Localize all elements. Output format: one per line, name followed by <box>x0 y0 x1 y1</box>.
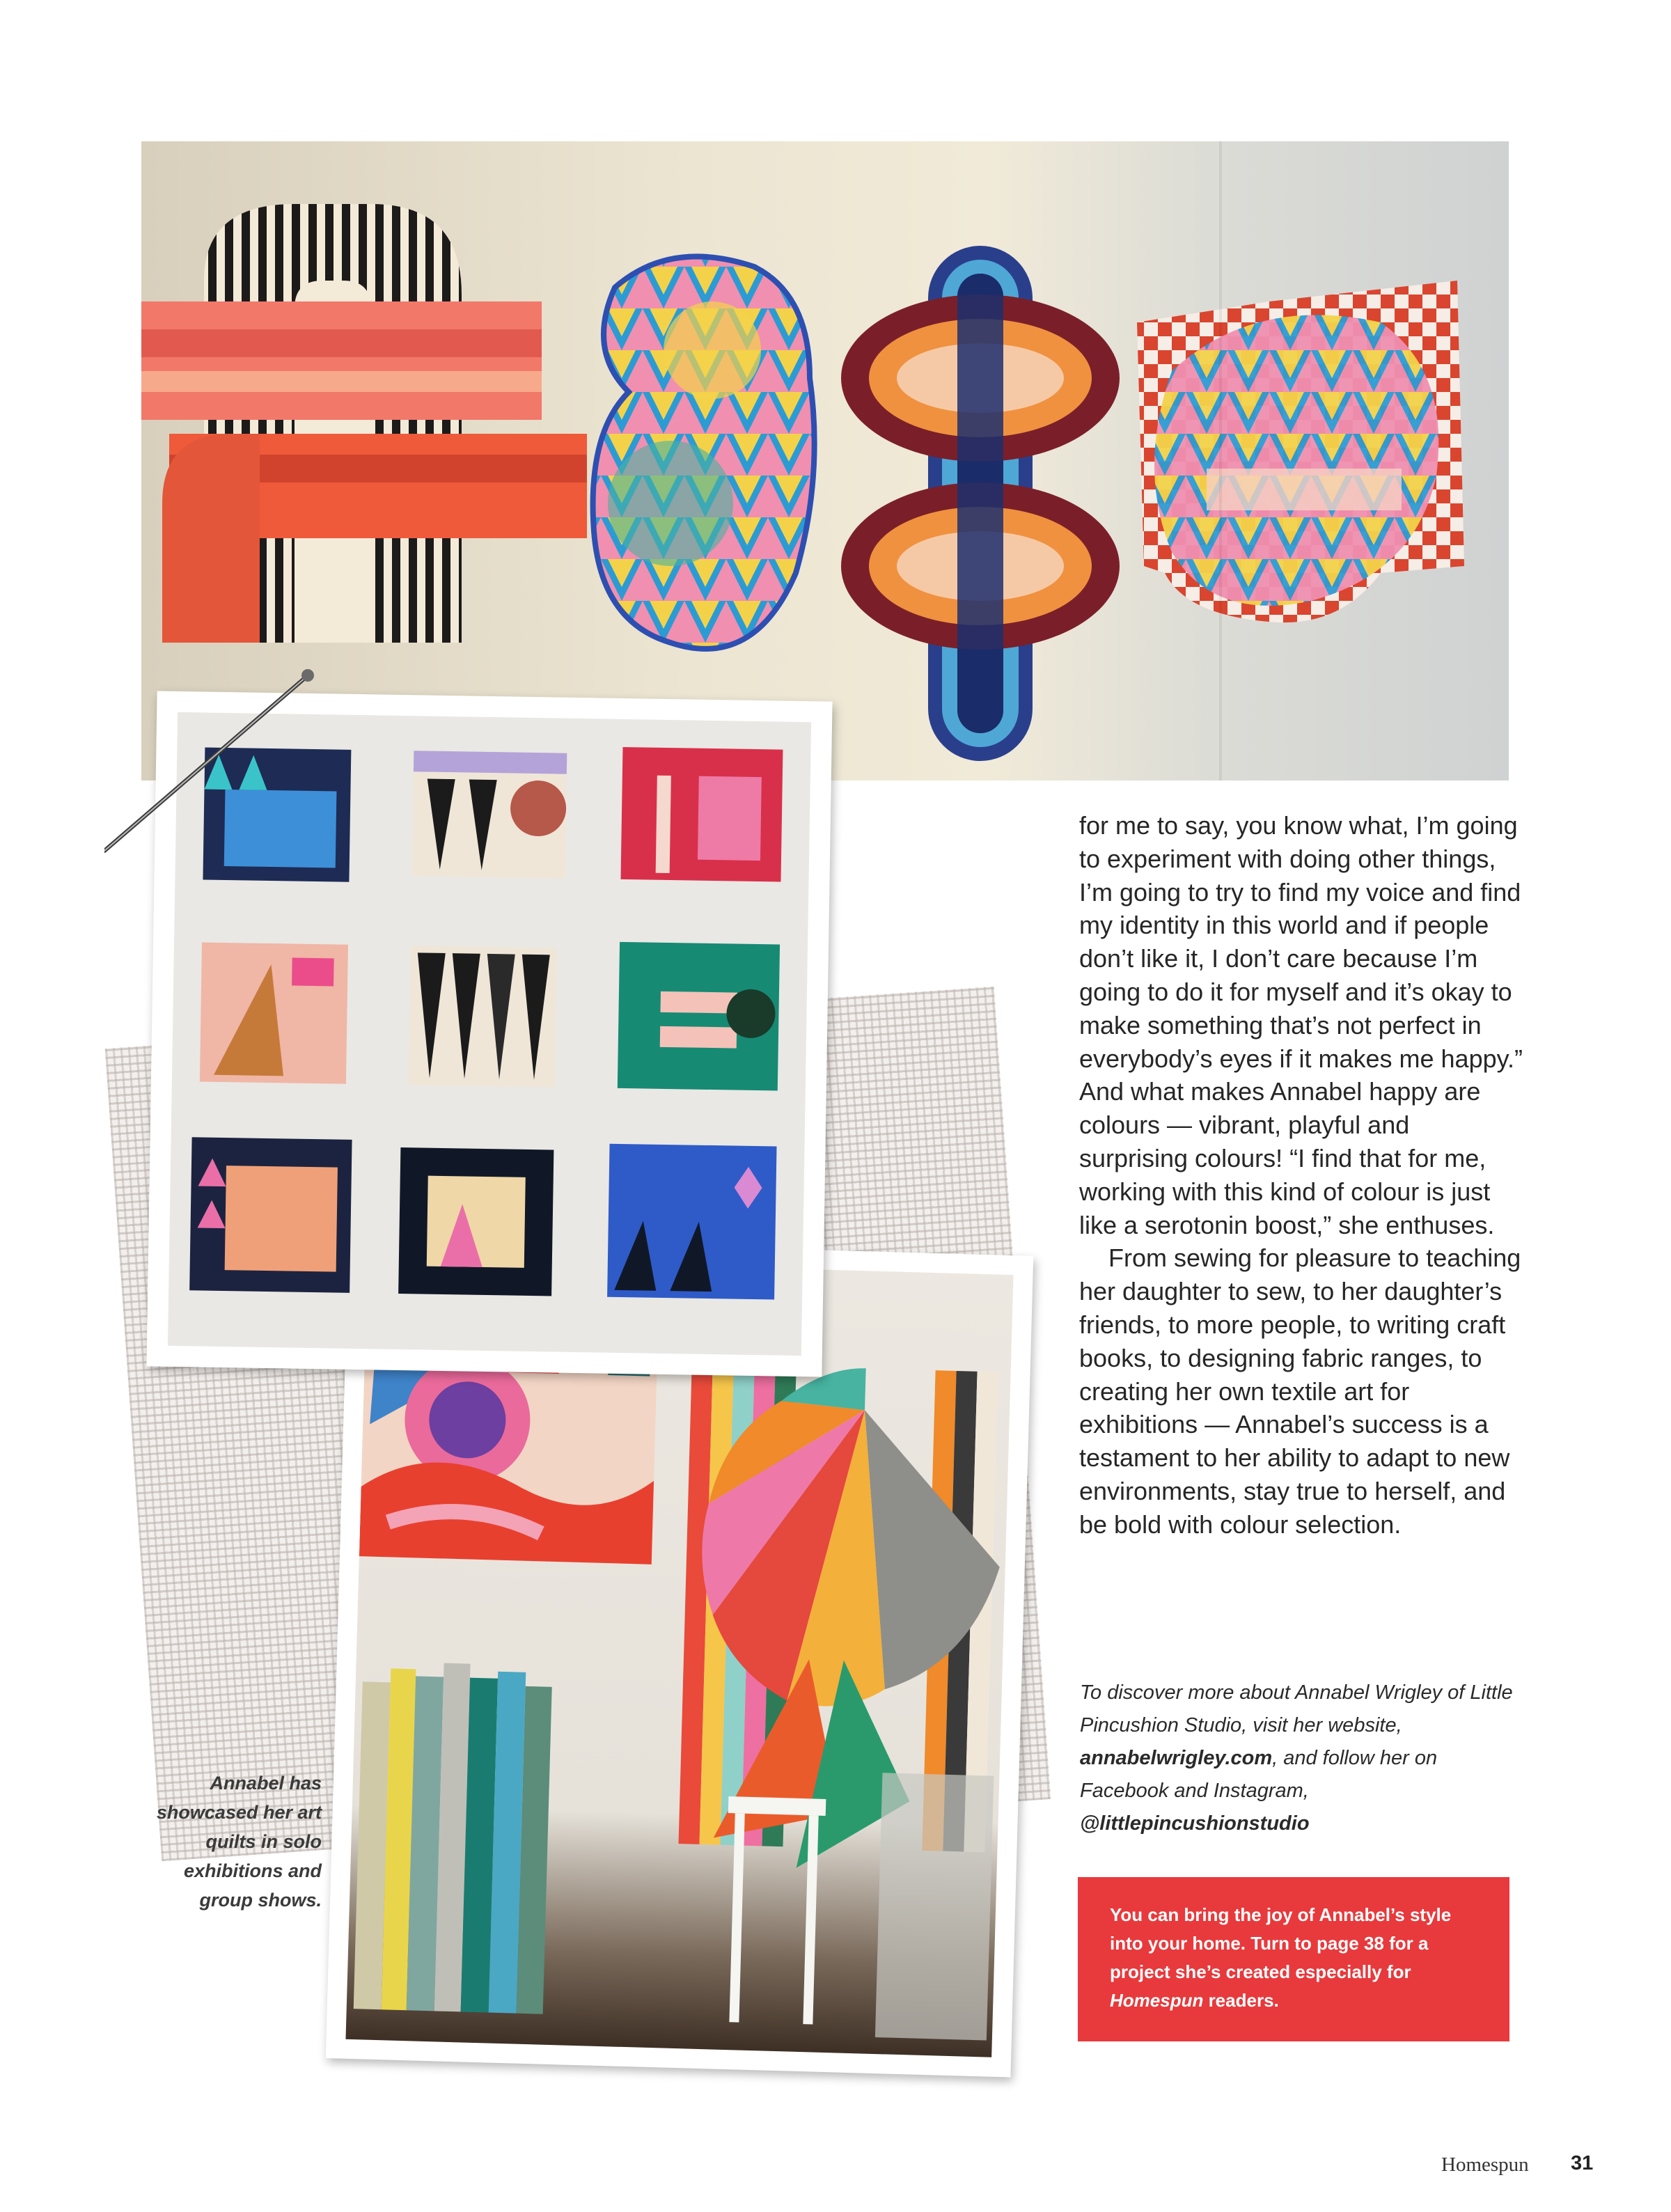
pin-icon <box>104 668 327 863</box>
discover-middle: , and follow her on Facebook and Instagram, <box>1080 1747 1438 1802</box>
studio-illustration <box>345 1257 1013 2057</box>
website-link[interactable]: annabelwrigley.com <box>1080 1747 1273 1769</box>
promo-text-end: readers. <box>1203 1990 1279 2011</box>
quilt-arches <box>141 204 587 643</box>
wall-corner <box>1219 141 1222 781</box>
discover-intro: To discover more about Annabel Wrigley of Little Pincushion Studio, visit her website, <box>1080 1681 1513 1736</box>
mini-quilt-6 <box>618 942 780 1091</box>
mini-quilt-2 <box>412 751 567 878</box>
promo-text: You can bring the joy of Annabel’s style into your home. Turn to page 38 for a project she’s created especially for <box>1110 1904 1452 1982</box>
discover-more-note <box>1080 1677 1525 1840</box>
quilt-checkered <box>1137 281 1464 622</box>
promo-magazine: Homespun <box>1110 1990 1204 2011</box>
fabric-bolts <box>354 1661 553 2014</box>
gallery-quilts-illustration <box>141 141 1509 781</box>
mini-quilt-3 <box>621 747 783 882</box>
body-paragraph-1: for me to say, you know what, I’m going to experiment with doing other things, I’m going to try to find my voice and find my identity in this world and if people don’t like it, I don’t care because I’m going to do it for myself and it’s okay to make something that’s not perfect in everybody’s eyes if it makes me happy.” And what makes Annabel happy are colours — vibrant, playful and surprising colours! “I find that for me, working with this kind of colour is just like a serotonin boost,” she enthuses. <box>1079 811 1523 1239</box>
promo-box <box>1078 1877 1509 2041</box>
mini-quilt-5 <box>409 946 557 1087</box>
page-number: 31 <box>1571 2152 1594 2174</box>
photo-caption: Annabel has showcased her art quilts in solo exhibitions and group shows. <box>156 1773 322 1911</box>
mini-quilt-4 <box>200 942 348 1083</box>
gallery-wall-photo <box>141 141 1509 781</box>
folio-publication: Homespun <box>1441 2154 1529 2176</box>
article-body <box>1079 809 1525 1542</box>
mini-quilt-8 <box>398 1147 554 1296</box>
quilt-rainbow-column <box>841 246 1120 761</box>
body-paragraph-2: From sewing for pleasure to teaching her daughter to sew, to her daughter’s friends, to more people, to writing craft books, to designing fabric ranges, to creating her own textile art for exhibitions — Annabel’s success is a testament to her ability to adapt to new environments, stay true to herself, and be bold with colour selection. <box>1079 1244 1521 1539</box>
quilt-wheels <box>593 256 815 648</box>
mini-quilt-9 <box>607 1144 776 1300</box>
instagram-handle[interactable]: @littlepincushionstudio <box>1080 1812 1310 1835</box>
mini-quilt-7 <box>189 1137 352 1293</box>
